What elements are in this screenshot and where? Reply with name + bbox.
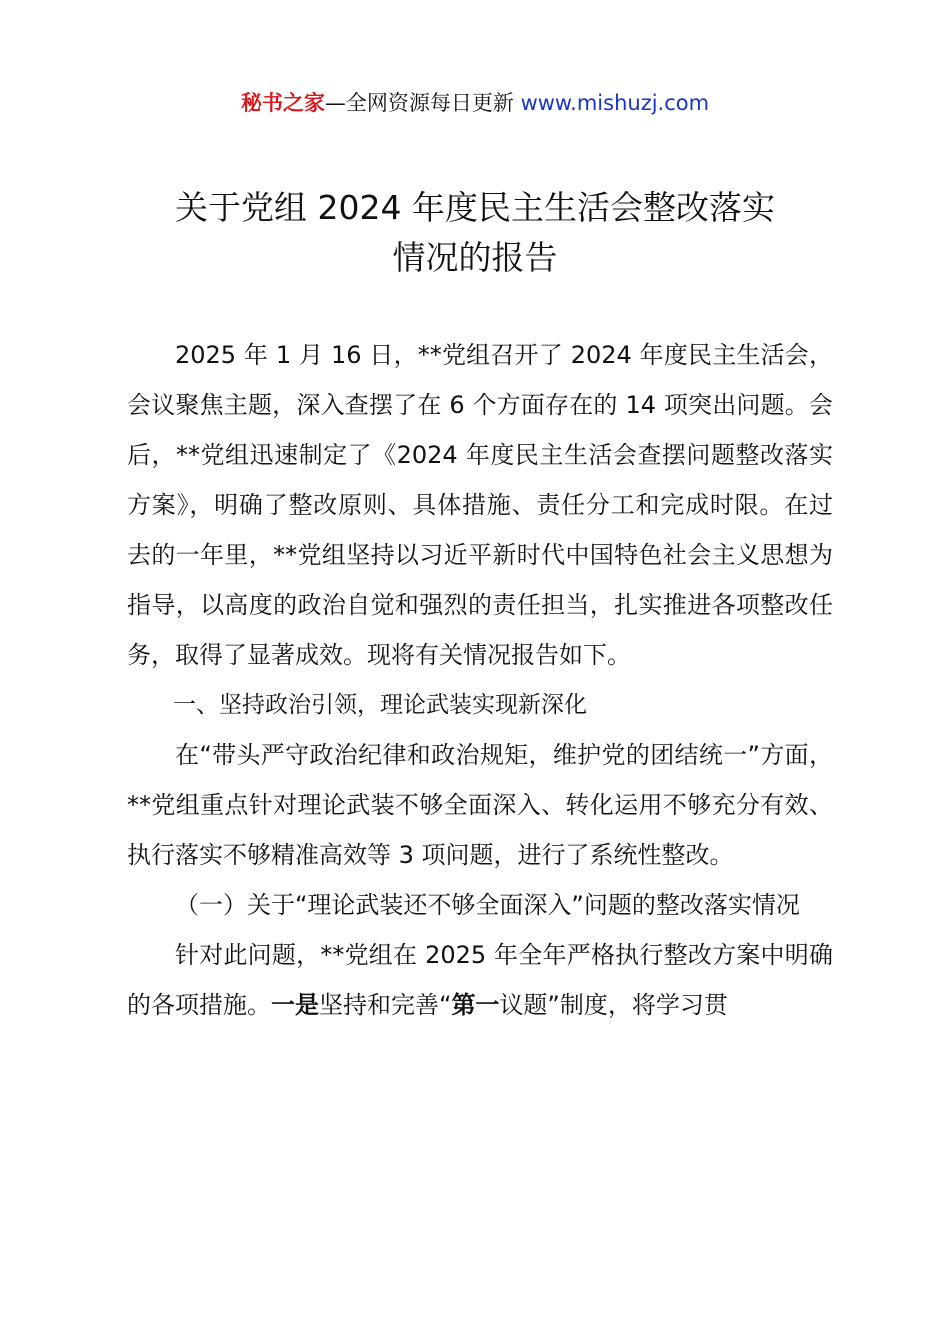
subsection-1-bold-a: 一是: [271, 991, 319, 1019]
site-url-link[interactable]: www.mishuzj.com: [520, 91, 710, 115]
subsection-1-heading: （一）关于“理论武装还不够全面深入”问题的整改落实情况: [175, 891, 800, 919]
document-title: [100, 183, 850, 283]
brand-name: 秘书之家: [240, 91, 325, 115]
subsection-1-text-c: 议题”制度，将学习贯: [499, 991, 728, 1019]
section-1-paragraph: 在“带头严守政治纪律和政治规矩，维护党的团结统一”方面，**党组重点针对理论武装不够全面深入、转化运用不够充分有效、执行落实不够精准高效等 3 项问题，进行了系统性整改。: [127, 741, 833, 869]
subsection-1-bold-b: 第一: [451, 991, 500, 1019]
title-line-2: 情况的报告: [392, 238, 558, 277]
document-body: [127, 330, 833, 1030]
subsection-1-text-b: 坚持和完善“: [319, 991, 452, 1019]
title-line-1: 关于党组 2024 年度民主生活会整改落实: [175, 188, 775, 227]
header-tagline: —全网资源每日更新: [324, 91, 521, 115]
section-1-heading: 一、坚持政治引领，理论武装实现新深化: [173, 692, 587, 718]
site-header-banner: [0, 88, 950, 118]
intro-paragraph: 2025 年 1 月 16 日，**党组召开了 2024 年度民主生活会，会议聚焦主题，深入查摆了在 6 个方面存在的 14 项突出问题。会后，**党组迅速制定了《2024 年度民主生活会查摆问题整改落实方案》，明确了整改原则、具体措施、责任分工和完成时限。在过去的一年里，**党组坚持以习近平新时代中国特色社会主义思想为指导，以高度的政治自觉和强烈的责任担当，扎实推进各项整改任务，取得了显著成效。现将有关情况报告如下。: [127, 341, 833, 669]
subsection-1-paragraph: [127, 930, 833, 1030]
subsection-1-text-a: 针对此问题，**党组在 2025 年全年严格执行整改方案中明确的各项措施。: [127, 941, 833, 1019]
